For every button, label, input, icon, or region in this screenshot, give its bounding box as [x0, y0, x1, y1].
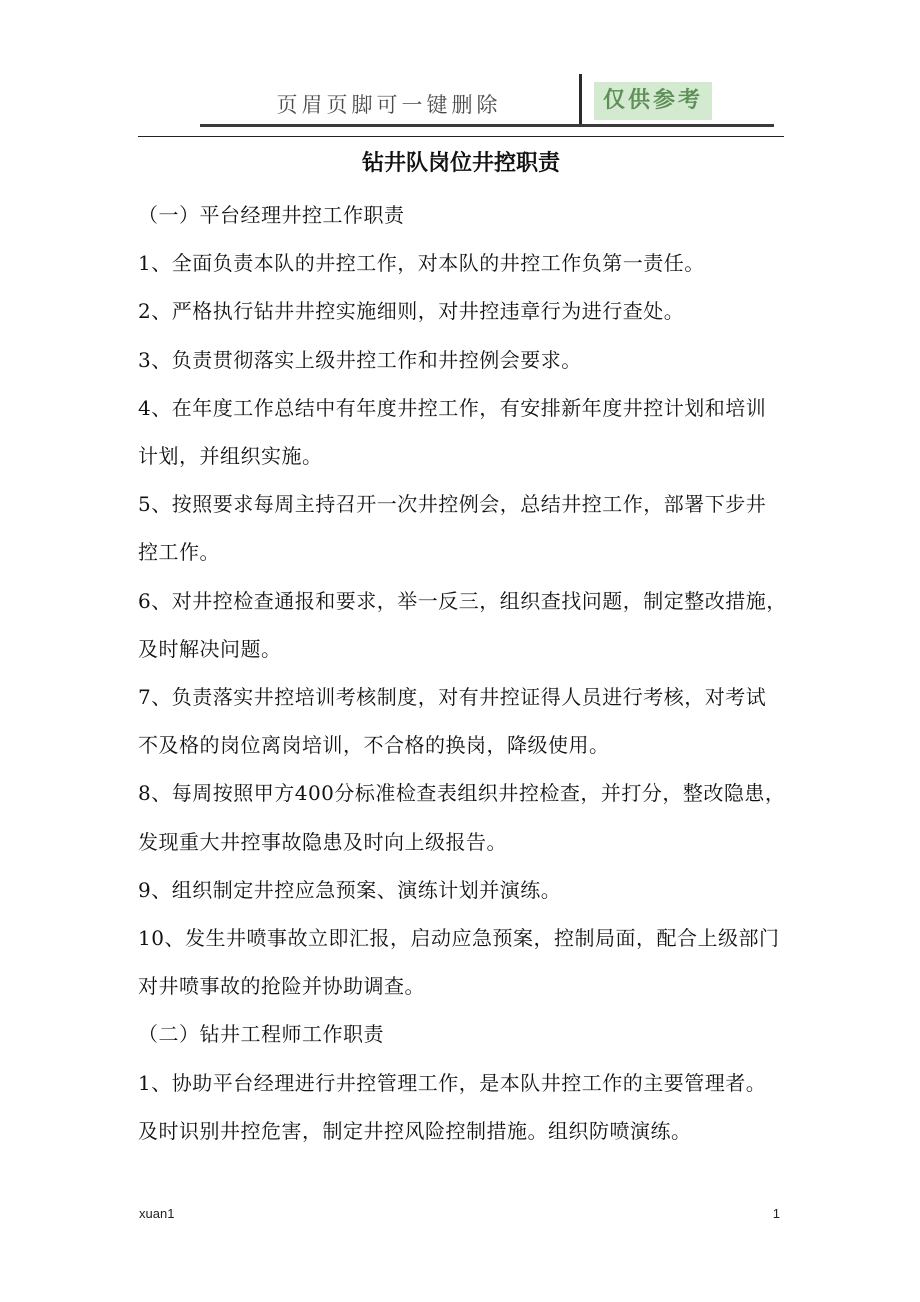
section-heading: （二）钻井工程师工作职责	[138, 1022, 384, 1047]
body-line: 4、在年度工作总结中有年度井控工作，有安排新年度井控计划和培训	[138, 395, 767, 420]
header-underline	[200, 124, 774, 127]
body-line: 控工作。	[138, 540, 220, 565]
body-line: 1、协助平台经理进行井控管理工作，是本队井控工作的主要管理者。	[138, 1070, 767, 1095]
document-body	[138, 191, 788, 1155]
body-line: 7、负责落实井控培训考核制度，对有井控证得人员进行考核，对考试	[138, 685, 767, 710]
body-line: 及时解决问题。	[138, 636, 282, 661]
page-header	[138, 72, 784, 138]
body-line: 不及格的岗位离岗培训，不合格的换岗，降级使用。	[138, 733, 610, 758]
header-badge: 仅供参考	[594, 82, 712, 120]
body-line: 及时识别井控危害，制定井控风险控制措施。组织防喷演练。	[138, 1118, 692, 1143]
body-line: 10、发生井喷事故立即汇报，启动应急预案，控制局面，配合上级部门	[138, 926, 780, 951]
body-line: 6、对井控检查通报和要求，举一反三，组织查找问题，制定整改措施，	[138, 588, 787, 613]
header-left-text: 页眉页脚可一键删除	[276, 93, 502, 117]
body-line: 1、全面负责本队的井控工作，对本队的井控工作负第一责任。	[138, 251, 705, 276]
body-line: 发现重大井控事故隐患及时向上级报告。	[138, 829, 507, 854]
body-line: 8、每周按照甲方400分标准检查表组织井控检查，并打分，整改隐患，	[138, 781, 786, 806]
body-line: 3、负责贯彻落实上级井控工作和井控例会要求。	[138, 347, 582, 372]
body-line: 对井喷事故的抢险并协助调查。	[138, 974, 425, 999]
section-heading: （一）平台经理井控工作职责	[138, 203, 405, 227]
body-line: 5、按照要求每周主持召开一次井控例会，总结井控工作，部署下步井	[138, 492, 767, 517]
body-line: 计划，并组织实施。	[138, 444, 323, 469]
document-title: 钻井队岗位井控职责	[361, 151, 560, 176]
header-rule	[138, 136, 784, 137]
footer-author: xuan1	[139, 1206, 175, 1221]
header-divider	[579, 74, 582, 124]
footer-page-number: 1	[772, 1206, 780, 1221]
body-line: 9、组织制定井控应急预案、演练计划并演练。	[138, 877, 562, 902]
body-line: 2、严格执行钻井井控实施细则，对井控违章行为进行查处。	[138, 299, 685, 324]
